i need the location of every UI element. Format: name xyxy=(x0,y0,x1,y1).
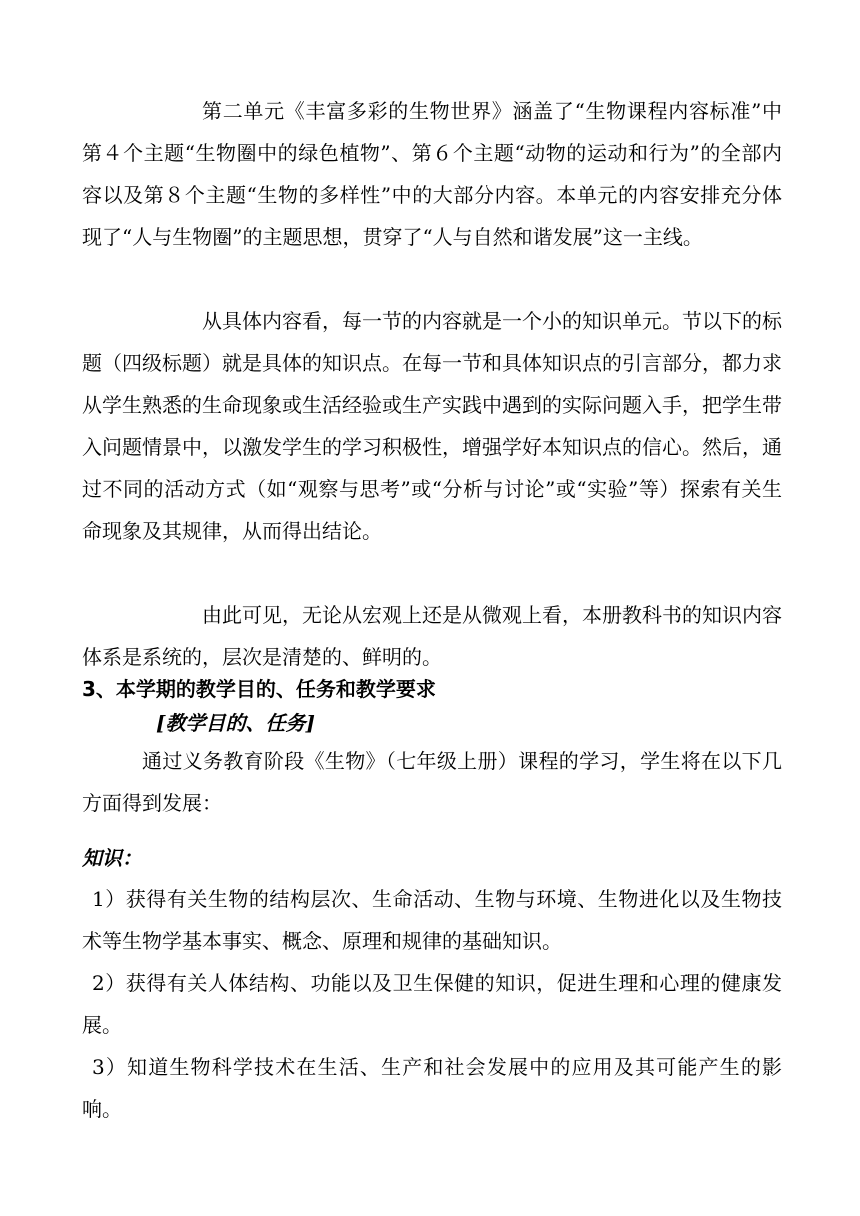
section-heading: 3、本学期的教学目的、任务和教学要求 xyxy=(82,677,436,701)
knowledge-label: 知识： xyxy=(82,846,142,870)
paragraph-unit-overview: 第二单元《丰富多彩的生物世界》涵盖了“生物课程内容标准”中第４个主题“生物圈中的绿色植物”、第６个主题“动物的运动和行为”的全部内容以及第８个主题“生物的多样性”中的大部分内容。本单元的内容安排充分体现了“人与生物圈”的主题思想，贯穿了“人与自然和谐发展”这一主线。 xyxy=(82,99,782,249)
paragraph-goals-intro: 通过义务教育阶段《生物》（七年级上册）课程的学习，学生将在以下几方面得到发展： xyxy=(82,749,782,815)
paragraph-conclusion: 由此可见，无论从宏观上还是从微观上看，本册教科书的知识内容体系是系统的，层次是清楚的、鲜明的。 xyxy=(82,603,782,669)
sub-heading: [教学目的、任务] xyxy=(156,711,315,735)
knowledge-item-2: 2）获得有关人体结构、功能以及卫生保健的知识，促进生理和心理的健康发展。 xyxy=(82,971,782,1037)
paragraph-content-details: 从具体内容看，每一节的内容就是一个小的知识单元。节以下的标题（四级标题）就是具体的知识点。在每一节和具体知识点的引言部分，都力求从学生熟悉的生命现象或生活经验或生产实践中遇到的实际问题入手，把学生带入问题情景中，以激发学生的学习积极性，增强学好本知识点的信心。然后，通过不同的活动方式（如“观察与思考”或“分析与讨论”或“实验”等）探索有关生命现象及其规律，从而得出结论。 xyxy=(82,309,782,543)
knowledge-item-3: 3）知道生物科学技术在生活、生产和社会发展中的应用及其可能产生的影响。 xyxy=(82,1055,782,1121)
knowledge-item-1: 1）获得有关生物的结构层次、生命活动、生物与环境、生物进化以及生物技术等生物学基本事实、概念、原理和规律的基础知识。 xyxy=(82,887,782,953)
